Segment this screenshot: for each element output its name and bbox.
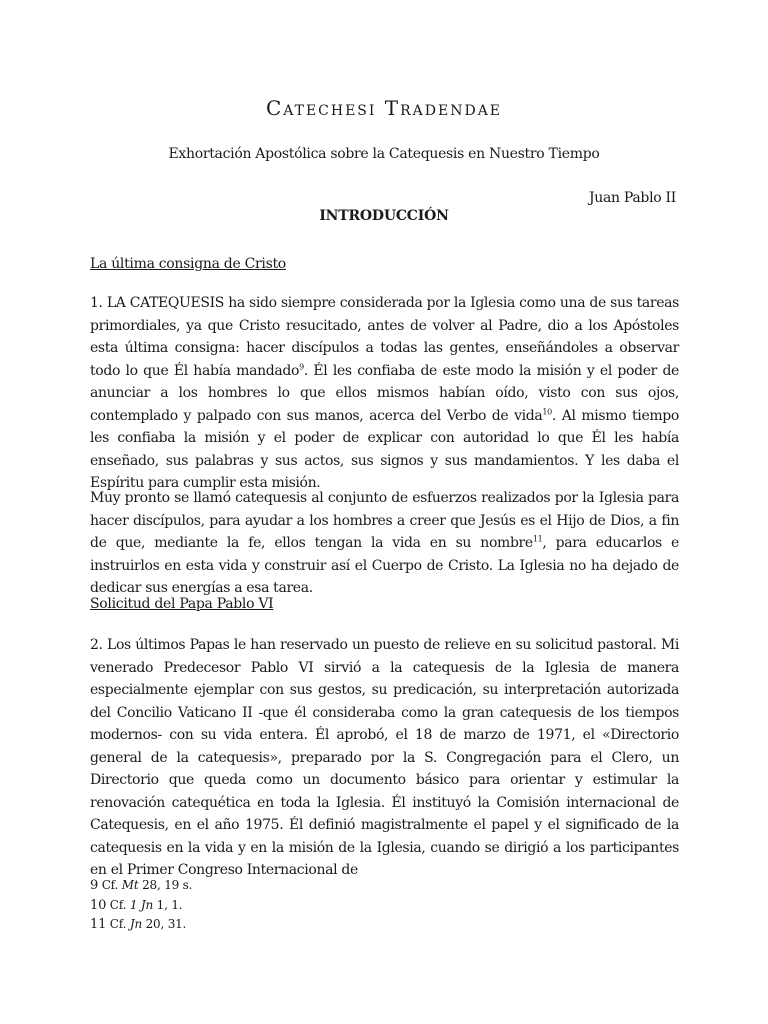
paragraph-2 xyxy=(90,487,679,600)
footnote-10: 10 Cf. 1 Jn 1, 1. xyxy=(90,897,183,913)
paragraph-1-text-a: 1. LA CATEQUESIS ha sido siempre considerada por la Iglesia como una de sus tareas primordiales, ya que Cristo resucitado, antes de volver al Padre, dio a los Apóstoles esta última consigna: hacer discípulos a todas las gentes, enseñándoles a observar todo lo que Él había mandado xyxy=(90,295,679,379)
paragraph-3: 2. Los últimos Papas le han reservado un puesto de relieve en su solicitud pastoral. Mi venerado Predecesor Pablo VI sirvió a la catequesis de la Iglesia de manera especialmente ejemplar con sus gestos, su predicación, su interpretación autorizada del Concilio Vaticano II -que él consideraba como la gran catequesis de los tiempos modernos- con su vida entera. Él aprobó, el 18 de marzo de 1971, el «Directorio general de la catequesis», preparado por la S. Congregación para el Clero, un Directorio que queda como un documento básico para orientar y estimular la renovación catequética en toda la Iglesia. Él instituyó la Comisión internacional de Catequesis, en el año 1975. Él definió magistralmente el papel y el significado de la catequesis en la vida y en la misión de la Iglesia, cuando se dirigió a los participantes en el Primer Congreso Internacional de xyxy=(90,637,679,878)
footnote-ref-11[interactable]: 11 xyxy=(532,534,543,544)
paragraph-1-text-b: . Él les confiaba de este modo la misión y el poder de anunciar a los hombres lo que ellos mismos habían oído, visto con sus ojos, contemplado y palpado con sus manos, acerca del Verbo de vida xyxy=(90,362,679,424)
footnote-ref-9[interactable]: 9 xyxy=(299,361,304,371)
section-heading-1: La última consigna de Cristo xyxy=(90,256,286,272)
paragraph-2-text-b: , para educarlos e instruirlos en esta vida y construir así el Cuerpo de Cristo. La Iglesia no ha dejado de dedicar sus energías a esa tarea. xyxy=(90,535,679,596)
paragraph-2-text-a: Muy pronto se llamó catequesis al conjunto de esfuerzos realizados por la Iglesia para hacer discípulos, para ayudar a los hombres a creer que Jesús es el Hijo de Dios, a fin de que, mediante la fe, ellos tengan la vida en su nombre xyxy=(90,490,679,551)
paragraph-1-text-c: . Al mismo tiempo les confiaba la misión y el poder de explicar con autoridad lo que Él les había enseñado, sus palabras y sus actos, sus signos y sus mandamientos. Y les daba el Espíritu para cumplir esta misión. xyxy=(90,407,679,491)
document-title: Catechesi Tradendae xyxy=(265,96,503,120)
document-subtitle: Exhortación Apostólica sobre la Catequesis en Nuestro Tiempo xyxy=(168,146,600,162)
author-name: Juan Pablo II xyxy=(588,190,676,206)
section-title: INTRODUCCIÓN xyxy=(319,208,449,224)
footnotes xyxy=(90,876,192,935)
footnote-11: 11 Cf. Jn 20, 31. xyxy=(90,917,187,932)
paragraph-1 xyxy=(90,292,679,495)
section-heading-2: Solicitud del Papa Pablo VI xyxy=(90,596,274,612)
footnote-9: 9 Cf. Mt 28, 19 s. xyxy=(90,878,193,893)
footnote-ref-10[interactable]: 10 xyxy=(542,406,552,416)
